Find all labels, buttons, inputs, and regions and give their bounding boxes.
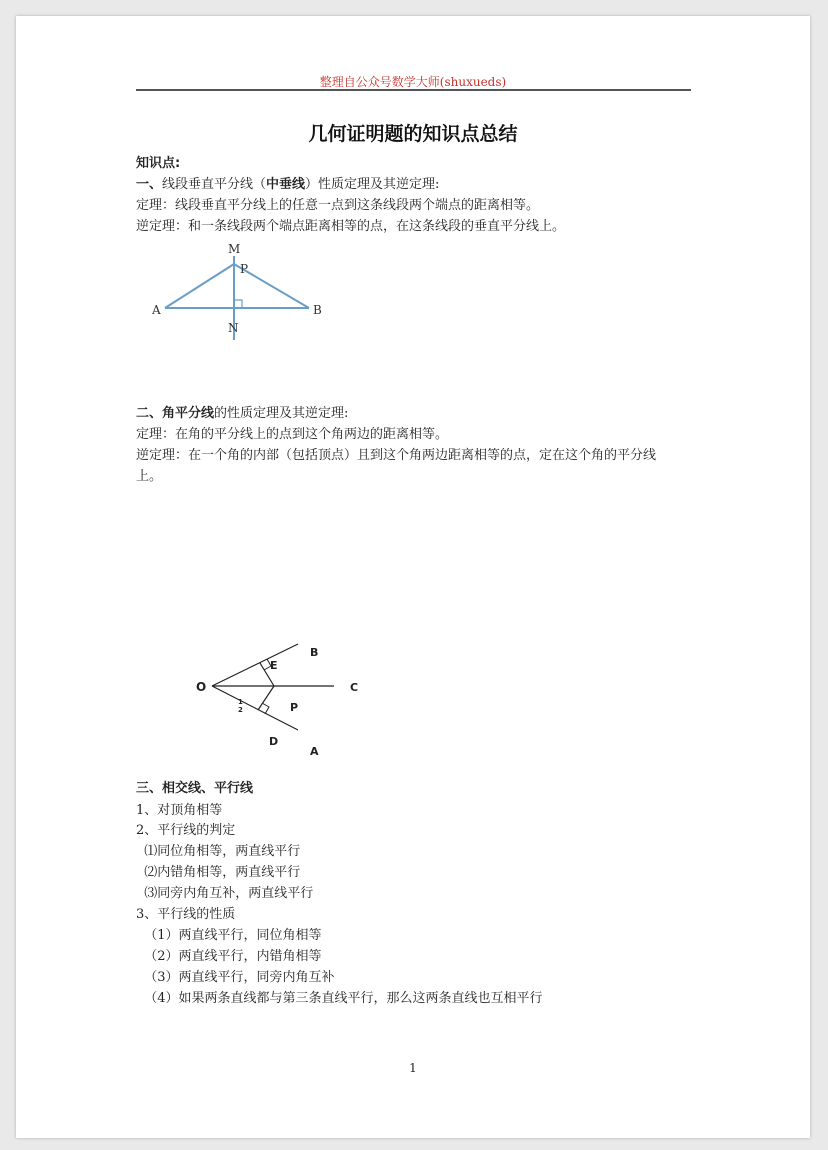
section2-prefix: 二、	[136, 406, 163, 421]
angle-bisector-figure	[186, 621, 366, 758]
page-title: 几何证明题的知识点总结	[308, 123, 518, 145]
section3-item: （2）两直线平行，内错角相等	[136, 949, 322, 964]
section3-item: 3、平行线的性质	[136, 907, 236, 922]
knowledge-label: 知识点:	[136, 156, 181, 171]
document-page	[16, 16, 810, 1138]
perpendicular-bisector-figure	[146, 238, 346, 348]
label-n: N	[228, 321, 239, 335]
label-angle1: 1	[238, 698, 243, 706]
section1-title-post: ）性质定理及其逆定理:	[305, 177, 440, 192]
section1-theorem: 定理：线段垂直平分线上的任意一点到这条线段两个端点的距离相等。	[136, 198, 540, 213]
section2-converse-line2: 上。	[136, 469, 163, 484]
section3-item: ⑶同旁内角互补，两直线平行	[136, 886, 314, 901]
section3-item: ⑵内错角相等，两直线平行	[136, 865, 301, 880]
label-c: C	[350, 681, 359, 694]
ray-ob	[212, 644, 298, 686]
section1-converse: 逆定理：和一条线段两个端点距离相等的点，在这条线段的垂直平分线上。	[136, 219, 566, 234]
section3-item: 2、平行线的判定	[136, 823, 236, 838]
section3-item: （1）两直线平行，同位角相等	[136, 928, 322, 943]
page-header: 整理自公众号数学大师(shuxueds)	[319, 75, 507, 89]
section3-item: 1、对顶角相等	[136, 803, 223, 818]
section3-item: （3）两直线平行，同旁内角互补	[136, 970, 335, 985]
label-b: B	[313, 303, 322, 317]
section3-item: （4）如果两条直线都与第三条直线平行，那么这两条直线也互相平行	[136, 991, 543, 1006]
section1-title-bold: 中垂线	[266, 177, 306, 192]
label-o: O	[196, 680, 207, 694]
label-m: M	[228, 242, 241, 256]
section3-heading: 三、相交线、平行线	[136, 781, 254, 796]
label-a: A	[152, 303, 161, 317]
label-angle2: 2	[238, 706, 243, 714]
page-number: 1	[409, 1061, 417, 1075]
section1-title-pre: 线段垂直平分线（	[162, 177, 267, 192]
section2-title-post: 的性质定理及其逆定理:	[214, 406, 349, 421]
label-p2: P	[290, 701, 299, 714]
section1-prefix: 一、	[136, 177, 163, 192]
segment-pd	[258, 686, 274, 710]
section3-item: ⑴同位角相等，两直线平行	[136, 844, 301, 859]
label-e: E	[270, 659, 278, 672]
ray-oa	[212, 686, 298, 730]
section2-converse-line1: 逆定理：在一个角的内部（包括顶点）且到这个角两边距离相等的点，定在这个角的平分线	[136, 448, 657, 463]
label-p: P	[240, 262, 249, 276]
label-d: D	[269, 735, 279, 748]
section2-title-bold: 角平分线	[162, 406, 215, 421]
right-angle-mark	[234, 300, 242, 308]
segment-ap	[165, 264, 234, 308]
header-rule	[136, 89, 691, 91]
label-b2: B	[310, 646, 319, 659]
section2-heading	[136, 405, 348, 423]
section1-heading	[136, 176, 439, 194]
section2-theorem: 定理：在角的平分线上的点到这个角两边的距离相等。	[136, 427, 449, 442]
label-a2: A	[310, 745, 319, 758]
